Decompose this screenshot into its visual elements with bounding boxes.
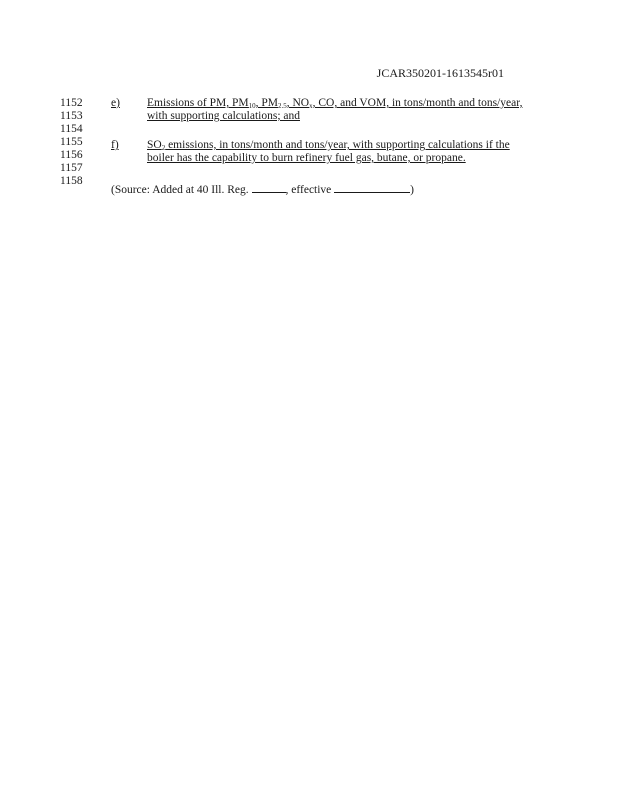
source-note xyxy=(111,182,414,197)
effective-date-blank xyxy=(334,182,410,193)
pm10-subscript: 10 xyxy=(248,102,256,110)
item-e-letter: e) xyxy=(111,97,120,109)
item-e-text-part: , PM xyxy=(255,97,278,109)
line-number: 1152 xyxy=(60,97,83,109)
line-number: 1157 xyxy=(60,162,83,174)
register-blank xyxy=(252,182,286,193)
item-e-line1 xyxy=(147,97,547,110)
item-e-text-part: Emissions of PM, PM xyxy=(147,97,249,109)
item-e-line2: with supporting calculations; and xyxy=(147,110,300,122)
line-number: 1155 xyxy=(60,136,83,148)
nox-subscript: x xyxy=(309,102,313,110)
document-id: JCAR350201-1613545r01 xyxy=(376,66,504,80)
line-numbers xyxy=(60,97,100,188)
item-f-line1 xyxy=(147,139,547,152)
source-middle: , effective xyxy=(285,184,335,196)
so2-subscript: 2 xyxy=(161,144,166,152)
item-e-text-part: , CO, and VOM, in tons/month and tons/year, xyxy=(312,97,523,109)
line-number: 1156 xyxy=(60,149,83,161)
line-number: 1158 xyxy=(60,175,83,187)
source-prefix: (Source: Added at 40 Ill. Reg. xyxy=(111,184,252,196)
item-e-text-part: , NO xyxy=(286,97,310,109)
line-number: 1154 xyxy=(60,123,83,135)
item-f-text-part: SO xyxy=(147,139,162,151)
item-f-text xyxy=(147,139,547,165)
item-e-text xyxy=(147,97,547,123)
item-f-text-part: emissions, in tons/month and tons/year, with supporting calculations if the xyxy=(165,139,510,151)
line-number: 1153 xyxy=(60,110,83,122)
item-f-letter: f) xyxy=(111,139,119,151)
pm25-subscript: 2.5 xyxy=(277,102,287,110)
item-f-line2: boiler has the capability to burn refinery fuel gas, butane, or propane. xyxy=(147,152,466,164)
source-suffix: ) xyxy=(410,184,415,196)
